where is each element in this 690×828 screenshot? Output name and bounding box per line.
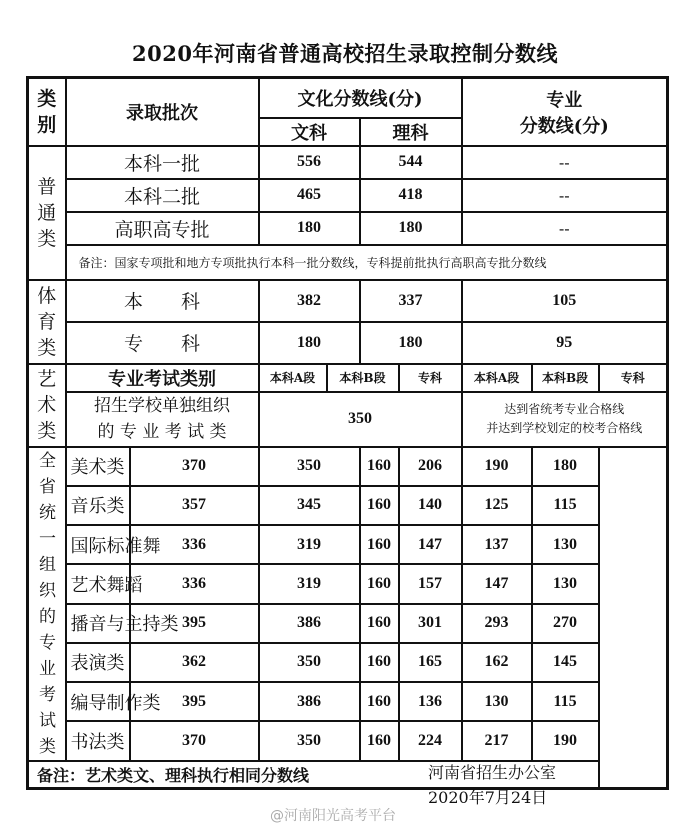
header-major: [462, 78, 668, 146]
art-score: 147: [462, 564, 532, 603]
wenke-score: 180: [259, 322, 360, 364]
art-score: 145: [532, 643, 599, 682]
school-exam-label: [66, 392, 259, 447]
school-exam-major-2: 并达到学校划定的校考合格线: [486, 421, 643, 435]
batch-name: 专 科: [66, 322, 259, 364]
art-score: 345: [259, 486, 360, 525]
art-row: [28, 643, 668, 682]
art-score: 140: [399, 486, 462, 525]
general-note: 备注：国家专项批和地方专项批执行本科一批分数线，专科提前批执行高职高专批分数线: [66, 245, 668, 280]
art-score: 160: [360, 486, 399, 525]
art-row: [28, 447, 668, 486]
document-title: 2020年河南省普通高校招生录取控制分数线: [132, 41, 558, 66]
art-header-col: 本科B段: [327, 364, 399, 392]
general-category: 普通类: [28, 146, 66, 280]
art-score: 130: [532, 525, 599, 564]
art-category: 艺术类: [28, 364, 66, 447]
art-note-row: [28, 761, 668, 789]
major-score: 95: [462, 322, 668, 364]
major-score: --: [462, 179, 668, 212]
like-score: 418: [360, 179, 462, 212]
art-score: 350: [259, 447, 360, 486]
art-score: 130: [532, 564, 599, 603]
art-score: 160: [360, 604, 399, 643]
school-exam-culture: 350: [259, 392, 462, 447]
art-score: 160: [360, 682, 399, 721]
art-score: 370: [130, 721, 259, 760]
art-score: 319: [259, 564, 360, 603]
art-score: 336: [130, 525, 259, 564]
art-score: 395: [130, 682, 259, 721]
art-score: 350: [259, 721, 360, 760]
art-score: 336: [130, 564, 259, 603]
art-row: [28, 604, 668, 643]
art-score: 395: [130, 604, 259, 643]
art-score: 386: [259, 604, 360, 643]
art-header-col: 本科A段: [462, 364, 532, 392]
header-wenke: 文科: [259, 118, 360, 146]
header-batch: 录取批次: [66, 78, 259, 146]
art-score: 160: [360, 721, 399, 760]
art-score: 206: [399, 447, 462, 486]
art-score: 293: [462, 604, 532, 643]
batch-name: 高职高专批: [66, 212, 259, 245]
art-header-col: 本科A段: [259, 364, 327, 392]
art-score: 160: [360, 564, 399, 603]
batch-name: 本科二批: [66, 179, 259, 212]
art-header-col: 专科: [399, 364, 462, 392]
school-exam-major: [462, 392, 668, 447]
art-row: [28, 486, 668, 525]
art-score: 157: [399, 564, 462, 603]
art-score: 165: [399, 643, 462, 682]
art-score: 130: [462, 682, 532, 721]
school-exam-label-2: 的 专 业 考 试 类: [97, 422, 227, 442]
like-score: 180: [360, 212, 462, 245]
like-score: 337: [360, 280, 462, 322]
wenke-score: 382: [259, 280, 360, 322]
art-score: 386: [259, 682, 360, 721]
art-subject-name: 表演类: [66, 643, 130, 682]
major-score: 105: [462, 280, 668, 322]
header-major-line1: 专业: [546, 89, 583, 111]
art-header-col: 本科B段: [532, 364, 599, 392]
footer-date: 2020年7月24日: [428, 788, 548, 807]
art-score: 190: [532, 721, 599, 760]
batch-name: 本科一批: [66, 146, 259, 179]
major-score: --: [462, 212, 668, 245]
art-score: 162: [462, 643, 532, 682]
art-header-label: 专业考试类别: [66, 364, 259, 392]
art-score: 224: [399, 721, 462, 760]
header-like: 理科: [360, 118, 462, 146]
like-score: 180: [360, 322, 462, 364]
header-major-line2: 分数线(分): [519, 115, 609, 137]
watermark: @河南阳光高考平台: [270, 808, 396, 824]
art-score: 137: [462, 525, 532, 564]
art-score: 136: [399, 682, 462, 721]
art-score: 270: [532, 604, 599, 643]
batch-name: 本 科: [66, 280, 259, 322]
art-subject-name: 艺术舞蹈: [66, 564, 130, 603]
art-score: 357: [130, 486, 259, 525]
footer-org: 河南省招生办公室: [428, 763, 557, 782]
art-subject-name: 编导制作类: [66, 682, 130, 721]
score-table: [26, 76, 669, 790]
art-score: 301: [399, 604, 462, 643]
art-score: 350: [259, 643, 360, 682]
art-subject-name: 美术类: [66, 447, 130, 486]
art-subject-name: 国际标准舞: [66, 525, 130, 564]
wenke-score: 556: [259, 146, 360, 179]
art-subject-name: 音乐类: [66, 486, 130, 525]
art-row: [28, 721, 668, 760]
art-score: 370: [130, 447, 259, 486]
wenke-score: 465: [259, 179, 360, 212]
art-score: 217: [462, 721, 532, 760]
art-row: [28, 564, 668, 603]
art-row: [28, 682, 668, 721]
art-note: 备注：艺术类文、理科执行相同分数线: [28, 761, 599, 789]
school-exam-label-1: 招生学校单独组织: [94, 396, 230, 416]
art-row: [28, 525, 668, 564]
art-score: 160: [360, 643, 399, 682]
art-score: 115: [532, 486, 599, 525]
art-header-col: 专科: [599, 364, 668, 392]
school-exam-major-1: 达到省统考专业合格线: [504, 402, 625, 416]
art-score: 147: [399, 525, 462, 564]
art-score: 125: [462, 486, 532, 525]
like-score: 544: [360, 146, 462, 179]
art-score: 115: [532, 682, 599, 721]
art-subject-name: 书法类: [66, 721, 130, 760]
art-score: 319: [259, 525, 360, 564]
art-score: 160: [360, 447, 399, 486]
wenke-score: 180: [259, 212, 360, 245]
header-culture: 文化分数线(分): [259, 78, 462, 118]
unified-exam-label: 全省统一组织的专业考试类: [28, 447, 66, 761]
major-score: --: [462, 146, 668, 179]
art-score: 180: [532, 447, 599, 486]
art-subject-name: 播音与主持类: [66, 604, 130, 643]
art-score: 362: [130, 643, 259, 682]
art-score: 190: [462, 447, 532, 486]
header-category: 类别: [28, 78, 66, 146]
art-score: 160: [360, 525, 399, 564]
sports-category: 体育类: [28, 280, 66, 364]
